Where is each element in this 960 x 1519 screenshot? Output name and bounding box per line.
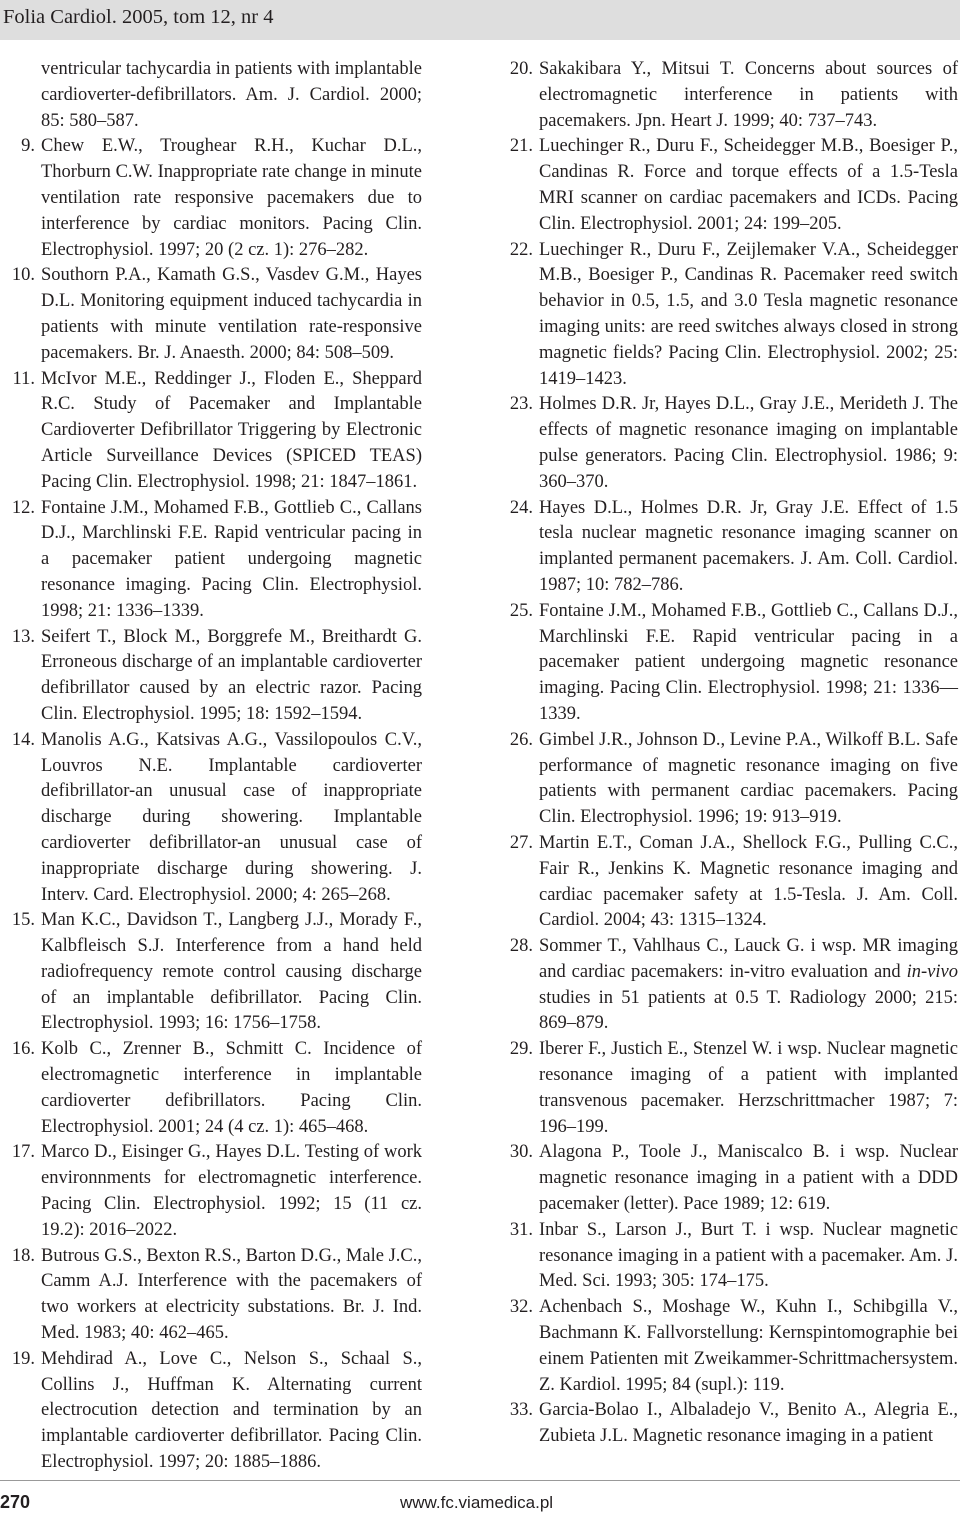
reference-number: 13. bbox=[11, 626, 35, 647]
reference-text: Gimbel J.R., Johnson D., Levine P.A., Wilkoff B.L. Safe performance of magnetic resonance imaging on five patients with permanent cardiac pacemakers. Pacing Clin. Electrophysiol. 1996; 19: 913–919. bbox=[539, 729, 958, 828]
reference-item bbox=[4, 367, 422, 496]
reference-text: Fontaine J.M., Mohamed F.B., Gottlieb C., Callans D.J., Marchlinski F.E. Rapid ventricular pacing in a pacemaker patient undergoing magnetic resonance imaging. Pacing Clin. Electrophysiol. 1998; 21: 1336–1339. bbox=[41, 497, 422, 621]
reference-number: 28. bbox=[509, 936, 533, 957]
footer-divider bbox=[0, 1480, 960, 1481]
right-column bbox=[502, 57, 958, 1450]
reference-item bbox=[4, 263, 422, 366]
reference-text: McIvor M.E., Reddinger J., Floden E., Sheppard R.C. Study of Pacemaker and Implantable Cardioverter Defibrillator Triggering by Electronic Article Surveillance Devices (SPICED TEAS) Pacing Clin. Electrophysiol. 1998; 21: 1847–1861. bbox=[41, 368, 422, 492]
page-number: 270 bbox=[0, 1492, 31, 1512]
left-reference-list bbox=[4, 134, 422, 1475]
reference-number: 10. bbox=[11, 265, 35, 286]
reference-text: Sakakibara Y., Mitsui T. Concerns about sources of electromagnetic interference in patients with pacemakers. Jpn. Heart J. 1999; 40: 737–743. bbox=[539, 59, 958, 131]
reference-text: Seifert T., Block M., Borggrefe M., Breithardt G. Erroneous discharge of an implantable cardioverter defibrillator caused by an electric razor. Pacing Clin. Electrophysiol. 1995; 18: 1592–1594. bbox=[41, 626, 422, 724]
reference-item bbox=[4, 134, 422, 263]
reference-number: 9. bbox=[21, 136, 35, 157]
reference-text: Man K.C., Davidson T., Langberg J.J., Morady F., Kalbfleisch S.J. Interference from a hand held radiofrequency remote control causing discharge of an implantable defibrillator. Pacing Clin. Electrophysiol. 1993; 16: 1756–1758. bbox=[41, 910, 422, 1034]
reference-item bbox=[4, 1037, 422, 1140]
reference-item bbox=[502, 496, 958, 599]
reference-text: Holmes D.R. Jr, Hayes D.L., Gray J.E., Merideth J. The effects of magnetic resonance imaging on implantable pulse generators. Pacing Clin. Electrophysiol. 1986; 9: 360–370. bbox=[539, 394, 958, 492]
left-column bbox=[4, 57, 422, 1476]
reference-item bbox=[4, 908, 422, 1037]
reference-number: 17. bbox=[11, 1142, 35, 1163]
reference-text: Achenbach S., Moshage W., Kuhn I., Schibgilla V., Bachmann K. Fallvorstellung: Kernspintomographie bei einem Patienten mit Zweikammer-Schrittmachersystem. Z. Kardiol. 1995; 84 (supl.): 119. bbox=[539, 1297, 958, 1395]
reference-text: Chew E.W., Troughear R.H., Kuchar D.L., Thorburn C.W. Inappropriate rate change in minute ventilation rate responsive pacemakers due to interference by cardiac monitors. Pacing Clin. Electrophysiol. 1997; 20 (2 cz. 1): 276–282. bbox=[41, 136, 422, 260]
reference-item bbox=[4, 728, 422, 909]
reference-number: 12. bbox=[11, 497, 35, 518]
reference-text: Butrous G.S., Bexton R.S., Barton D.G., Male J.C., Camm A.J. Interference with the pacemakers of two workers at electricity substations. Br. J. Ind. Med. 1983; 40: 462–465. bbox=[41, 1245, 422, 1344]
reference-text: Marco D., Eisinger G., Hayes D.L. Testing of work environnments for electromagnetic interference. Pacing Clin. Electrophysiol. 1992; 15 (11 cz. 19.2): 2016–2022. bbox=[41, 1142, 422, 1240]
reference-number: 30. bbox=[509, 1142, 533, 1163]
reference-number: 21. bbox=[509, 136, 533, 157]
footer-url: www.fc.viamedica.pl bbox=[400, 1493, 554, 1512]
reference-number: 23. bbox=[509, 394, 533, 415]
reference-number: 11. bbox=[12, 368, 35, 389]
reference-text: Southorn P.A., Kamath G.S., Vasdev G.M., Hayes D.L. Monitoring equipment induced tachycardia in patients with minute ventilation rate-responsive pacemakers. Br. J. Anaesth. 2000; 84: 508–509. bbox=[41, 265, 422, 363]
reference-item bbox=[502, 934, 958, 1037]
reference-number: 15. bbox=[11, 910, 35, 931]
reference-item bbox=[4, 496, 422, 625]
reference-text: Garcia-Bolao I., Albaladejo V., Benito A., Alegria E., Zubieta J.L. Magnetic resonance imaging in a patient bbox=[539, 1400, 958, 1447]
reference-text: Inbar S., Larson J., Burt T. i wsp. Nuclear magnetic resonance imaging in a patient with a pacemaker. Am. J. Med. Sci. 1993; 305: 174–175. bbox=[539, 1219, 958, 1292]
reference-number: 20. bbox=[509, 59, 533, 79]
reference-text: Hayes D.L., Holmes D.R. Jr, Gray J.E. Effect of 1.5 tesla nuclear magnetic resonance imaging scanner on implanted permanent pacemakers. J. Am. Coll. Cardiol. 1987; 10: 782–786. bbox=[539, 497, 958, 595]
reference-text: Fontaine J.M., Mohamed F.B., Gottlieb C., Callans D.J., Marchlinski F.E. Rapid ventricular pacing in a pacemaker patient undergoing magnetic resonance imaging. Pacing Clin. Electrophysiol. 1998; 21: 1336––1339. bbox=[539, 600, 958, 724]
journal-title: Folia Cardiol. 2005, tom 12, nr 4 bbox=[3, 6, 274, 28]
reference-number: 19. bbox=[11, 1348, 35, 1369]
reference-number: 24. bbox=[509, 497, 533, 518]
reference-number: 26. bbox=[509, 729, 533, 750]
reference-item bbox=[502, 57, 958, 134]
reference-number: 22. bbox=[509, 239, 533, 260]
right-reference-list bbox=[502, 57, 958, 1450]
reference-item bbox=[502, 1037, 958, 1140]
reference-item bbox=[502, 728, 958, 831]
reference-item bbox=[4, 1140, 422, 1243]
reference-item bbox=[4, 1244, 422, 1347]
reference-item bbox=[4, 1347, 422, 1476]
reference-item bbox=[502, 1140, 958, 1217]
reference-text: ventricular tachycardia in patients with implantable cardioverter-defibrillators. Am. J. Cardiol. 2000; 85: 580–587. bbox=[41, 59, 422, 131]
reference-text: Iberer F., Justich E., Stenzel W. i wsp. Nuclear magnetic resonance imaging of a patient with implanted transvenous pacemaker. Herzschrittmacher 1987; 7: 196–199. bbox=[539, 1039, 958, 1137]
journal-header-bar bbox=[0, 0, 960, 40]
reference-item bbox=[502, 392, 958, 495]
reference-number: 32. bbox=[509, 1297, 533, 1318]
reference-text: Mehdirad A., Love C., Nelson S., Schaal S., Collins J., Huffman K. Alternating current electrocution detection and termination by an implantable cardioverter defibrillator. Pacing Clin. Electrophysiol. 1997; 20: 1885–1886. bbox=[41, 1348, 422, 1473]
reference-number: 16. bbox=[11, 1039, 35, 1060]
reference-item bbox=[502, 1398, 958, 1450]
reference-number: 18. bbox=[11, 1245, 35, 1266]
reference-item bbox=[4, 625, 422, 728]
reference-number: 27. bbox=[509, 832, 533, 853]
reference-number: 14. bbox=[11, 729, 35, 750]
reference-item bbox=[502, 134, 958, 237]
reference-item bbox=[502, 1295, 958, 1398]
reference-continuation bbox=[4, 57, 422, 134]
reference-item bbox=[502, 831, 958, 934]
reference-text: Luechinger R., Duru F., Zeijlemaker V.A., Scheidegger M.B., Boesiger P., Candinas R. Pacemaker reed switch behavior in 0.5, 1.5, and 3.0 Tesla magnetic resonance imaging units: are reed switches always closed in strong magnetic fields? Pacing Clin. Electrophysiol. 2002; 25: 1419–1423. bbox=[539, 239, 958, 389]
reference-number: 25. bbox=[509, 600, 533, 621]
reference-text: Martin E.T., Coman J.A., Shellock F.G., Pulling C.C., Fair R., Jenkins K. Magnetic resonance imaging and cardiac pacemaker safety at 1.5-Tesla. J. Am. Coll. Cardiol. 2004; 43: 1315–1324. bbox=[539, 832, 958, 931]
reference-item bbox=[502, 599, 958, 728]
reference-text: Luechinger R., Duru F., Scheidegger M.B., Boesiger P., Candinas R. Force and torque effects of a 1.5-Tesla MRI scanner on cardiac pacemakers and ICDs. Pacing Clin. Electrophysiol. 2001; 24: 199–205. bbox=[539, 136, 958, 234]
reference-text: Alagona P., Toole J., Maniscalco B. i wsp. Nuclear magnetic resonance imaging in a patient with a DDD pacemaker (letter). Pace 1989; 12: 619. bbox=[539, 1142, 958, 1215]
reference-number: 31. bbox=[509, 1219, 533, 1240]
reference-text: Kolb C., Zrenner B., Schmitt C. Incidence of electromagnetic interference in implantable cardioverter defibrillators. Pacing Clin. Electrophysiol. 2001; 24 (4 cz. 1): 465–468. bbox=[41, 1039, 422, 1137]
reference-number: 33. bbox=[509, 1400, 533, 1421]
reference-number: 29. bbox=[509, 1039, 533, 1060]
reference-text: Sommer T., Vahlhaus C., Lauck G. i wsp. MR imaging and cardiac pacemakers: in-vitro evaluation and in-vivo studies in 51 patients at 0.5 T. Radiology 2000; 215: 869–879. bbox=[539, 936, 958, 1034]
reference-item bbox=[502, 238, 958, 393]
reference-item bbox=[502, 1218, 958, 1295]
reference-text: Manolis A.G., Katsivas A.G., Vassilopoulos C.V., Louvros N.E. Implantable cardioverter defibrillator-an unusual case of inappropriate discharge during showering. Implantable cardioverter defibrillator-an unusual case of inappropriate discharge during showering. J. Interv. Card. Electrophysiol. 2000; 4: 265–268. bbox=[41, 729, 422, 905]
